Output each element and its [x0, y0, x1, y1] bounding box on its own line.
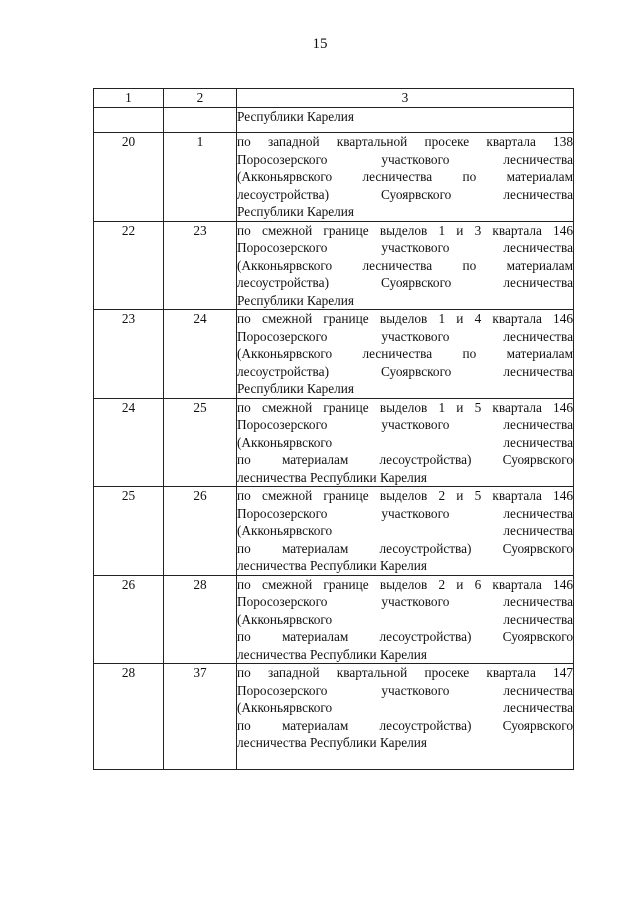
description-line: (Акконьярвского лесничества по материалам	[237, 169, 573, 184]
point-to-cell: 37	[164, 664, 237, 770]
description-line: Республики Карелия	[237, 109, 355, 124]
description-line: (Акконьярвского лесничества	[237, 434, 573, 450]
boundary-description-cell	[237, 575, 574, 664]
point-from-cell: 25	[94, 487, 164, 576]
point-to-cell: 25	[164, 398, 237, 487]
description-line: по смежной границе выделов 2 и 6 квартала 146	[237, 576, 573, 592]
description-line: лесоустройства) Суоярвского лесничества	[237, 186, 573, 202]
point-to-cell: 23	[164, 221, 237, 310]
point-from-cell: 26	[94, 575, 164, 664]
description-line: лесничества Республики Карелия	[237, 735, 428, 750]
boundary-description-cell	[237, 108, 574, 133]
description-line: (Акконьярвского лесничества по материалам	[237, 257, 573, 273]
description-line: по материалам лесоустройства) Суоярвского	[237, 629, 573, 644]
table-row-continuation	[94, 108, 574, 133]
table-row	[94, 664, 574, 770]
point-from-cell: 22	[94, 221, 164, 310]
description-line: Поросозерского участкового лесничества	[237, 417, 573, 432]
column-header-3: 3	[237, 89, 574, 108]
description-line: (Акконьярвского лесничества	[237, 523, 573, 538]
description-line: (Акконьярвского лесничества по материалам	[237, 346, 573, 361]
description-line: по материалам лесоустройства) Суоярвского	[237, 452, 573, 467]
description-line: лесничества Республики Карелия	[237, 646, 428, 662]
description-line: по западной квартальной просеке квартала 138	[237, 134, 573, 149]
description-line: по смежной границе выделов 1 и 3 квартала 146	[237, 222, 573, 238]
boundary-description-cell	[237, 487, 574, 576]
point-from-cell: 28	[94, 664, 164, 770]
description-line: Поросозерского участкового лесничества	[237, 240, 573, 255]
boundary-description-cell	[237, 310, 574, 399]
description-line: Республики Карелия	[237, 292, 355, 308]
description-line: лесничества Республики Карелия	[237, 469, 428, 485]
table-row	[94, 133, 574, 222]
point-to-cell: 24	[164, 310, 237, 399]
point-from-cell: 20	[94, 133, 164, 222]
description-line: Поросозерского участкового лесничества	[237, 505, 573, 521]
page-number: 15	[312, 36, 328, 52]
boundary-description-cell	[237, 398, 574, 487]
description-line: Республики Карелия	[237, 381, 355, 396]
description-line: Поросозерского участкового лесничества	[237, 594, 573, 609]
table-header-row	[94, 89, 574, 108]
description-line: (Акконьярвского лесничества	[237, 611, 573, 627]
description-line: лесоустройства) Суоярвского лесничества	[237, 275, 573, 290]
boundary-description-cell	[237, 664, 574, 770]
description-line: по смежной границе выделов 1 и 5 квартала 146	[237, 399, 573, 415]
table-row	[94, 398, 574, 487]
description-line: лесоустройства) Суоярвского лесничества	[237, 363, 573, 379]
point-from-cell	[94, 108, 164, 133]
description-line: Поросозерского участкового лесничества	[237, 328, 573, 344]
point-from-cell: 24	[94, 398, 164, 487]
column-header-2: 2	[164, 89, 237, 108]
point-to-cell: 28	[164, 575, 237, 664]
table-row	[94, 310, 574, 399]
description-line: по материалам лесоустройства) Суоярвского	[237, 540, 573, 556]
description-line: по смежной границе выделов 2 и 5 квартала 146	[237, 488, 573, 503]
description-line: (Акконьярвского лесничества	[237, 700, 573, 715]
point-to-cell: 1	[164, 133, 237, 222]
description-line: Поросозерского участкового лесничества	[237, 682, 573, 698]
description-line: по смежной границе выделов 1 и 4 квартала 146	[237, 311, 573, 326]
point-to-cell	[164, 108, 237, 133]
boundary-description-cell	[237, 221, 574, 310]
description-line: по материалам лесоустройства) Суоярвского	[237, 717, 573, 733]
boundary-description-cell	[237, 133, 574, 222]
table-row	[94, 487, 574, 576]
column-header-1: 1	[94, 89, 164, 108]
description-line: по западной квартальной просеке квартала 147	[237, 665, 573, 680]
table-row	[94, 221, 574, 310]
description-line: лесничества Республики Карелия	[237, 558, 428, 573]
description-line: Республики Карелия	[237, 204, 355, 219]
description-line: Поросозерского участкового лесничества	[237, 151, 573, 167]
point-from-cell: 23	[94, 310, 164, 399]
boundary-table	[93, 88, 574, 770]
point-to-cell: 26	[164, 487, 237, 576]
table-row	[94, 575, 574, 664]
